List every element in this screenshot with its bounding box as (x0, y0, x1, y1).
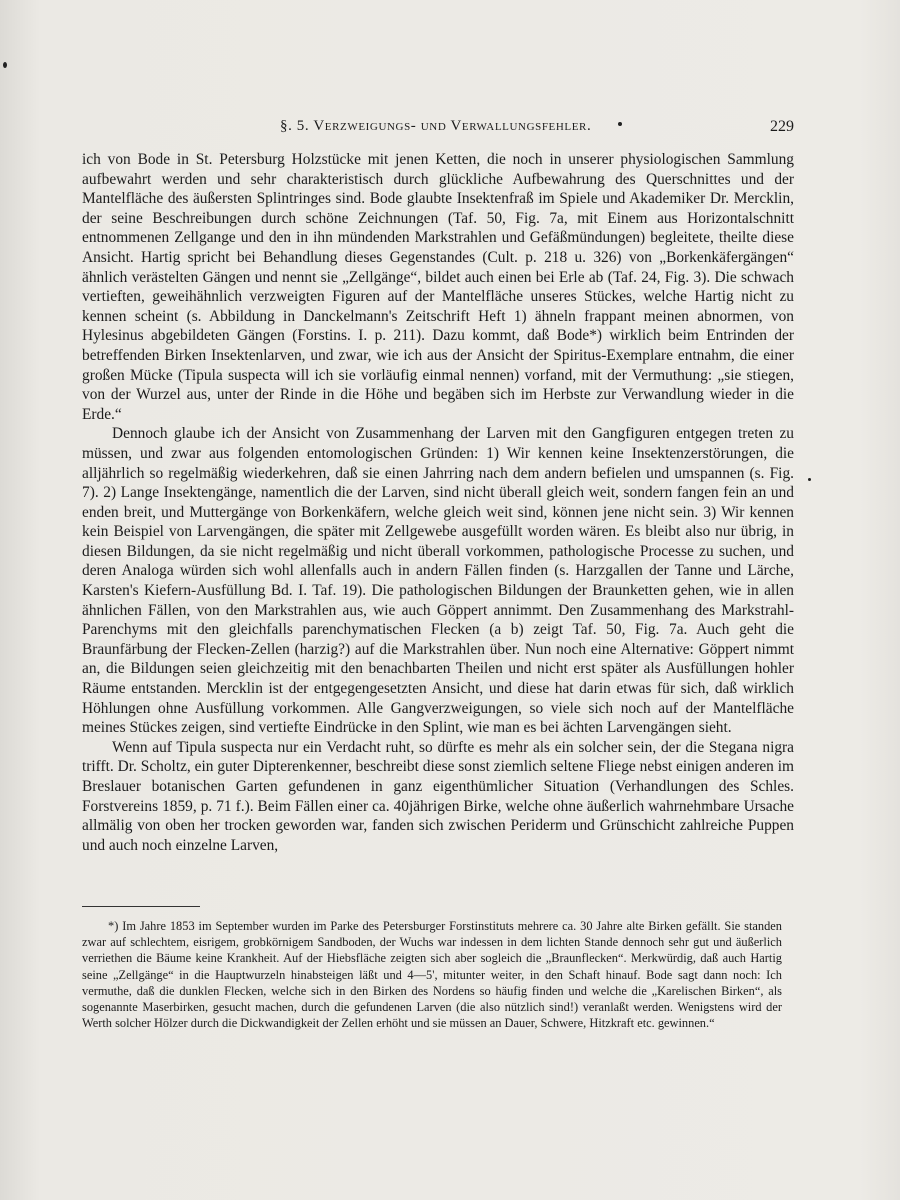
paragraph: ich von Bode in St. Petersburg Holzstücke mit jenen Ketten, die noch in unserer physiologischen Sammlung aufbewahrt werden und sehr charakteristisch durch glückliche Aufbewahrung des Querschnittes und der Mantelfläche des äußersten Splintringes sind. Bode glaubte Insektenfraß im Spiele und Akademiker Dr. Mercklin, der seine Beschreibungen durch schöne Zeichnungen (Taf. 50, Fig. 7a, mit Einem aus Horizontalschnitt entnommenen Zellgange und den in ihn mündenden Markstrahlen und Gefäßmündungen) begleitete, theilte diese Ansicht. Hartig spricht bei Behandlung dieses Gegenstandes (Cult. p. 218 u. 326) von „Borkenkäfergängen“ ähnlich verästelten Gängen und nennt sie „Zellgänge“, bildet auch einen bei Erle ab (Taf. 24, Fig. 3). Die schwach vertieften, geweihähnlich verzweigten Figuren auf der Mantelfläche unseres Stückes, welche Hartig nicht zu kennen scheint (s. Abbildung in Danckelmann's Zeitschrift Heft 1) ähneln frappant meinen abnormen, von Hylesinus abgebildeten Gängen (Forstins. I. p. 211). Dazu kommt, daß Bode*) wirklich beim Entrinden der betreffenden Birken Insektenlarven, und zwar, wie ich aus der Ansicht der Spiritus-Exemplare entnahm, die einer großen Mücke (Tipula suspecta will ich sie vorläufig einmal nennen) vorfand, mit der Vermuthung: „sie stiegen, von der Wurzel aus, unter der Rinde in die Höhe und begäben sich im Herbste zur Verwandlung wieder in die Erde.“ (82, 151, 794, 423)
ink-speck (808, 478, 811, 481)
footnote-rule (82, 906, 200, 907)
paragraph: Dennoch glaube ich der Ansicht von Zusammenhang der Larven mit den Gangfiguren entgegen treten zu müssen, und zwar aus folgenden entomologischen Gründen: 1) Wir kennen keine Insektenzerstörungen, die alljährlich so regelmäßig wiederkehren, daß sie einen Jahrring nach dem andern befielen und umspannen (s. Fig. 7). 2) Lange Insektengänge, namentlich die der Larven, sind nicht überall gleich weit, sondern fangen fein an und enden breit, und Muttergänge von Borkenkäfern, welche gleich weit sind, können jene nicht sein. 3) Wir kennen kein Beispiel von Larvengängen, die später mit Zellgewebe ausgefüllt worden wären. Es bleibt also nur übrig, in diesen Bildungen, da sie nicht regelmäßig und nicht überall vorkommen, pathologische Processe zu suchen, und deren Analoga würden sich wohl allenfalls auch in andern Fällen finden (s. Harzgallen der Tanne und Lärche, Karsten's Kiefern-Ausfüllung Bd. I. Taf. 19). Die pathologischen Bildungen der Braunketten gehen, wie in allen ähnlichen Fällen, von den Markstrahlen aus, wie auch Göppert annimmt. Den Zusammenhang des Markstrahl-Parenchyms mit den gleichfalls parenchymatischen Flecken (a b) zeigt Taf. 50, Fig. 7a. Auch geht die Braunfärbung der Flecken-Zellen (harzig?) auf die Markstrahlen über. Nun noch eine Alternative: Göppert nimmt an, die Bildungen seien gleichzeitig mit den benachbarten Theilen und nicht erst später als Ausfüllungen hohler Räume entstanden. Mercklin ist der entgegengesetzten Ansicht, und diese hat darin etwas für sich, daß wirklich Höhlungen ohne Ausfüllung vorkommen. Alle Gangverzweigungen, so viele sich noch auf der Mantelfläche meines Stückes zeigen, sind vertiefte Eindrücke in den Splint, wie man es bei ächten Larvengängen sieht. (82, 425, 794, 737)
page-header (82, 118, 794, 140)
running-head: §. 5. Verzweigungs- und Verwallungsfehler. (280, 118, 592, 134)
ink-speck (618, 122, 622, 126)
paragraph: Wenn auf Tipula suspecta nur ein Verdacht ruht, so dürfte es mehr als ein solcher sein, der die Stegana nigra trifft. Dr. Scholtz, ein guter Dipterenkenner, beschreibt diese sonst ziemlich seltene Fliege nebst einigen anderen im Breslauer botanischen Garten gefundenen in ganz eigenthümlicher Situation (Verhandlungen des Schles. Forstvereins 1859, p. 71 f.). Beim Fällen einer ca. 40jährigen Birke, welche ohne äußerlich wahrnehmbare Ursache allmälig von oben her trocken geworden war, fanden sich zwischen Periderm und Grünschicht zahlreiche Puppen und auch noch einzelne Larven, (82, 738, 794, 854)
footnote: *) Im Jahre 1853 im September wurden im Parke des Petersburger Forstinstituts mehrere ca. 30 Jahre alte Birken gefällt. Sie standen zwar auf schlechtem, eisrigem, grobkörnigem Sandboden, der Wuchs war indessen in dem lichten Stande dennoch sehr gut und äußerlich verriethen die Bäume keine Krankheit. Auf der Hiebsfläche zeigten sich aber sogleich die „Braunflecken“. Merkwürdig, daß auch Hartig seine „Zellgänge“ in die Hauptwurzeln hinabsteigen läßt und 4—5', mitunter weiter, in den Schaft hinauf. Bode sagt dann noch: Ich vermuthe, daß die dunklen Flecken, welche sich in den Birken des Nordens so häufig finden und welche die „Karelischen Birken“, als sogenannte Maserbirken, gesucht machen, durch die gefundenen Larven (die also nützlich sind!) veranlaßt werden. Wenigstens wird der Werth solcher Hölzer durch die Dickwandigkeit der Zellen erhöht und sie müssen an Dauer, Schwere, Hitzkraft etc. gewinnen.“ (82, 919, 782, 1031)
ink-speck (3, 62, 7, 68)
page-number: 229 (770, 118, 794, 135)
body-text (82, 150, 794, 855)
